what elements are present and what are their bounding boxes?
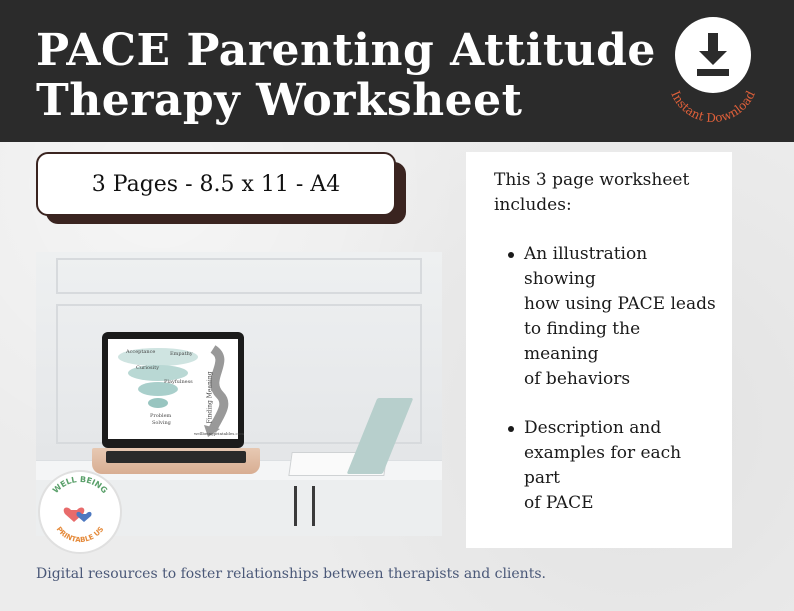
logo-text-bottom: PRINTABLE US [54,525,106,545]
svg-text:WELL BEING [51,475,109,495]
screen-label-finding-meaning: Finding Meaning [206,371,214,424]
feature-list-item [508,242,718,392]
feature-list-item [508,416,718,516]
screen-label-solving: Solving [152,420,171,426]
screen-label-site: wellbeingprintables.com [194,431,244,436]
feature-text-line: examples for each part [524,443,682,488]
laptop-display [108,339,244,439]
footer-tagline: Digital resources to foster relationships between therapists and clients. [36,566,546,582]
brand-logo-mark [38,470,122,554]
feature-text-line: of behaviors [524,369,631,389]
svg-text:PRINTABLE US [55,525,106,544]
pages-badge [36,152,396,216]
pages-badge-text: 3 Pages - 8.5 x 11 - A4 [91,171,341,197]
page-title [36,26,656,126]
wall-panel [56,258,422,294]
feature-list [508,242,718,516]
logo-text-top: WELL BEING [50,474,110,496]
screen-label-empathy: Empathy [170,351,193,357]
drawer-divider [294,486,297,526]
drawer-divider [312,486,315,526]
title-line-1: PACE Parenting Attitude [36,25,656,76]
feature-text-line: An illustration showing [524,244,648,289]
title-line-2: Therapy Worksheet [36,75,523,126]
heart-icon [64,507,92,522]
info-intro-line-2: includes: [494,195,572,215]
feature-text-line: Description and [524,418,662,438]
svg-text:Instant Download [668,88,758,125]
instant-download-label [646,10,780,144]
info-intro-line-1: This 3 page worksheet [494,170,690,190]
screen-label-curiosity: Curiosity [136,365,160,371]
feature-text-line: how using PACE leads [524,294,716,314]
screen-label-playfulness: Playfulness [164,379,193,385]
info-intro [494,168,714,218]
screen-label-problem: Problem [150,413,172,419]
feature-text-line: to finding the meaning [524,319,641,364]
laptop-keyboard [106,451,246,463]
feature-text-line: of PACE [524,493,594,513]
screen-label-acceptance: Acceptance [126,349,156,355]
instant-download-text: Instant Download [668,88,758,126]
